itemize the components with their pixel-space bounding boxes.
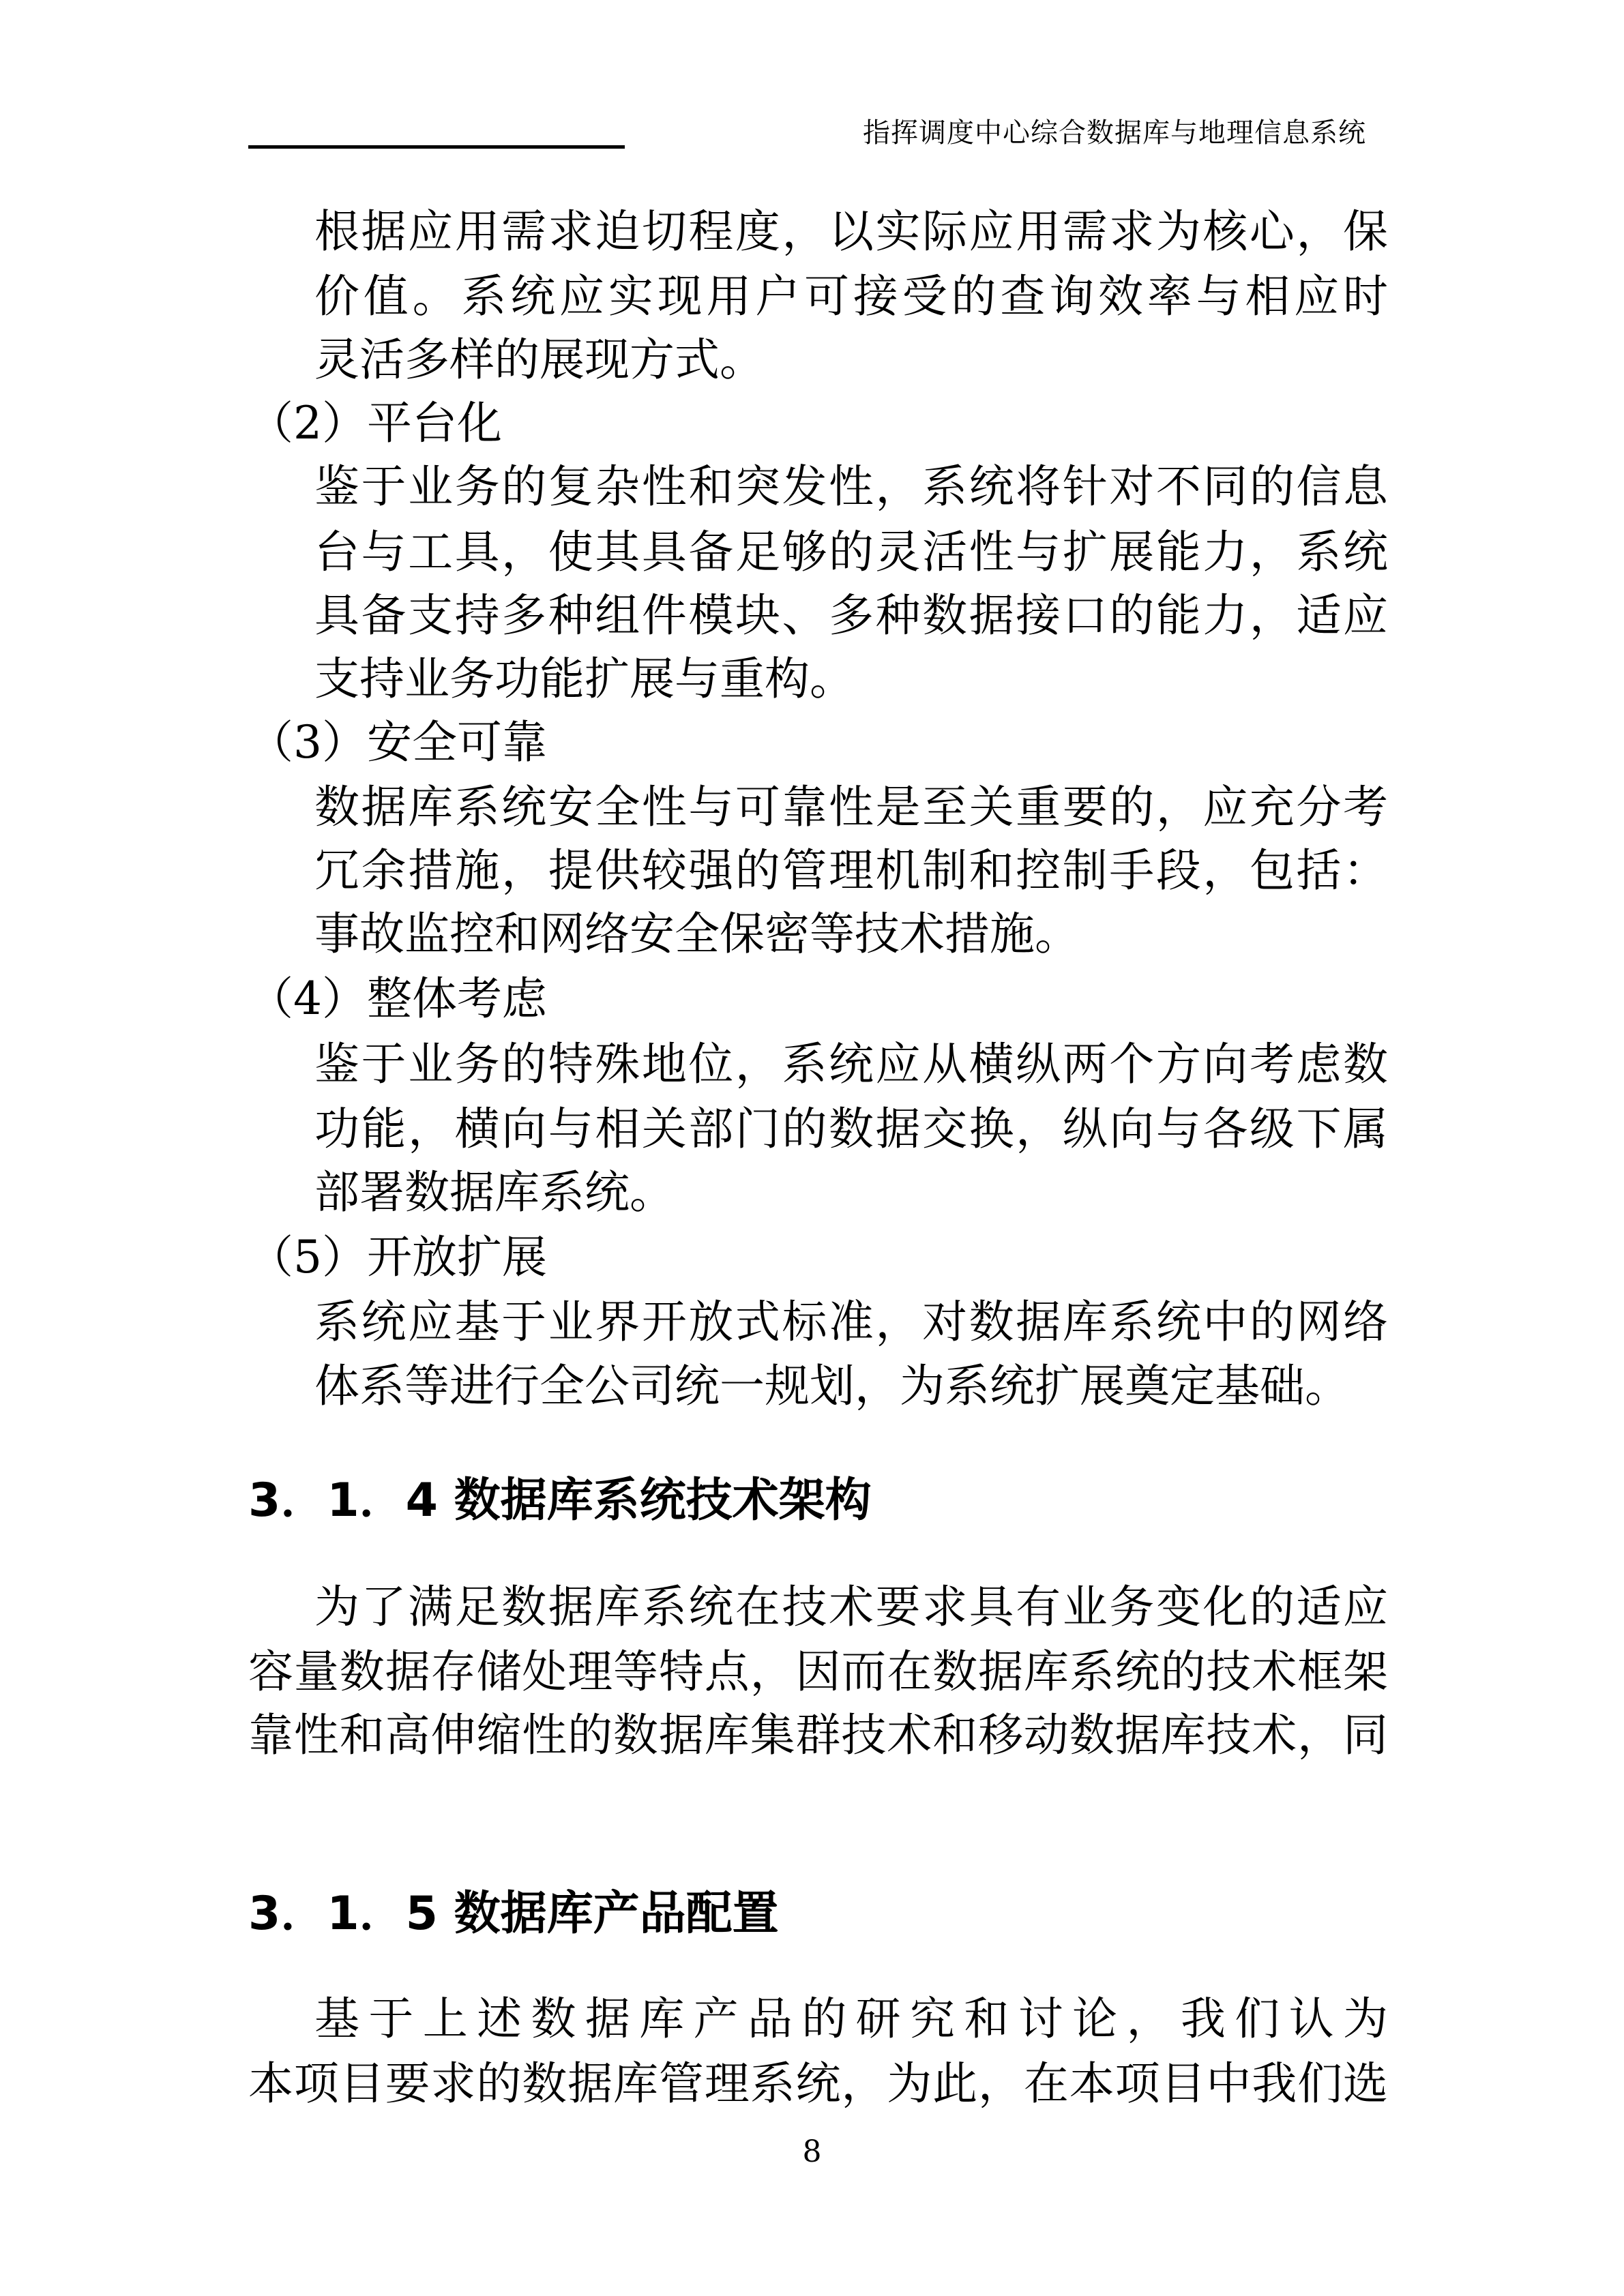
body-line: 台与工具，使其具备足够的灵活性与扩展能力，系统 — [314, 526, 1388, 578]
list-item-heading: （5）开放扩展 — [248, 1231, 547, 1283]
body-line: 支持业务功能扩展与重构。 — [314, 653, 855, 705]
page-number: 8 — [802, 2134, 822, 2169]
body-line: 事故监控和网络安全保密等技术措施。 — [314, 908, 1080, 960]
body-line: 具备支持多种组件模块、多种数据接口的能力，适应 — [314, 589, 1388, 642]
body-line: 价值。系统应实现用户可接受的查询效率与相应时 — [314, 270, 1388, 323]
section-heading-3-1-5: 3．1．5 数据库产品配置 — [248, 1887, 779, 1941]
header-rule — [248, 145, 625, 149]
body-line: 根据应用需求迫切程度，以实际应用需求为核心，保 — [314, 205, 1388, 258]
list-item-heading: （4）整体考虑 — [248, 972, 547, 1025]
body-line: 灵活多样的展现方式。 — [314, 333, 765, 386]
body-line: 数据库系统安全性与可靠性是至关重要的，应充分考 — [314, 781, 1388, 833]
body-line: 系统应基于业界开放式标准，对数据库系统中的网络 — [314, 1296, 1388, 1348]
running-header: 指挥调度中心综合数据库与地理信息系统 — [863, 117, 1366, 149]
body-line: 容量数据存储处理等特点，因而在数据库系统的技术框架 — [248, 1645, 1388, 1698]
body-line: 体系等进行全公司统一规划，为系统扩展奠定基础。 — [314, 1360, 1350, 1412]
section-heading-3-1-4: 3．1．4 数据库系统技术架构 — [248, 1474, 872, 1527]
body-line: 部署数据库系统。 — [314, 1166, 675, 1219]
body-line: 本项目要求的数据库管理系统，为此，在本项目中我们选 — [248, 2057, 1388, 2110]
list-item-heading: （3）安全可靠 — [248, 716, 547, 769]
list-item-heading: （2）平台化 — [248, 397, 502, 449]
body-line: 冗余措施，提供较强的管理机制和控制手段，包括： — [314, 844, 1388, 897]
body-line: 鉴于业务的特殊地位，系统应从横纵两个方向考虑数 — [314, 1038, 1388, 1090]
body-line: 功能，横向与相关部门的数据交换，纵向与各级下属 — [314, 1103, 1388, 1155]
body-line: 为了满足数据库系统在技术要求具有业务变化的适应 — [314, 1581, 1388, 1633]
body-line: 靠性和高伸缩性的数据库集群技术和移动数据库技术，同 — [248, 1709, 1388, 1761]
body-line: 基于上述数据库产品的研究和讨论，我们认为 — [314, 1993, 1388, 2045]
body-line: 鉴于业务的复杂性和突发性，系统将针对不同的信息 — [314, 460, 1388, 513]
